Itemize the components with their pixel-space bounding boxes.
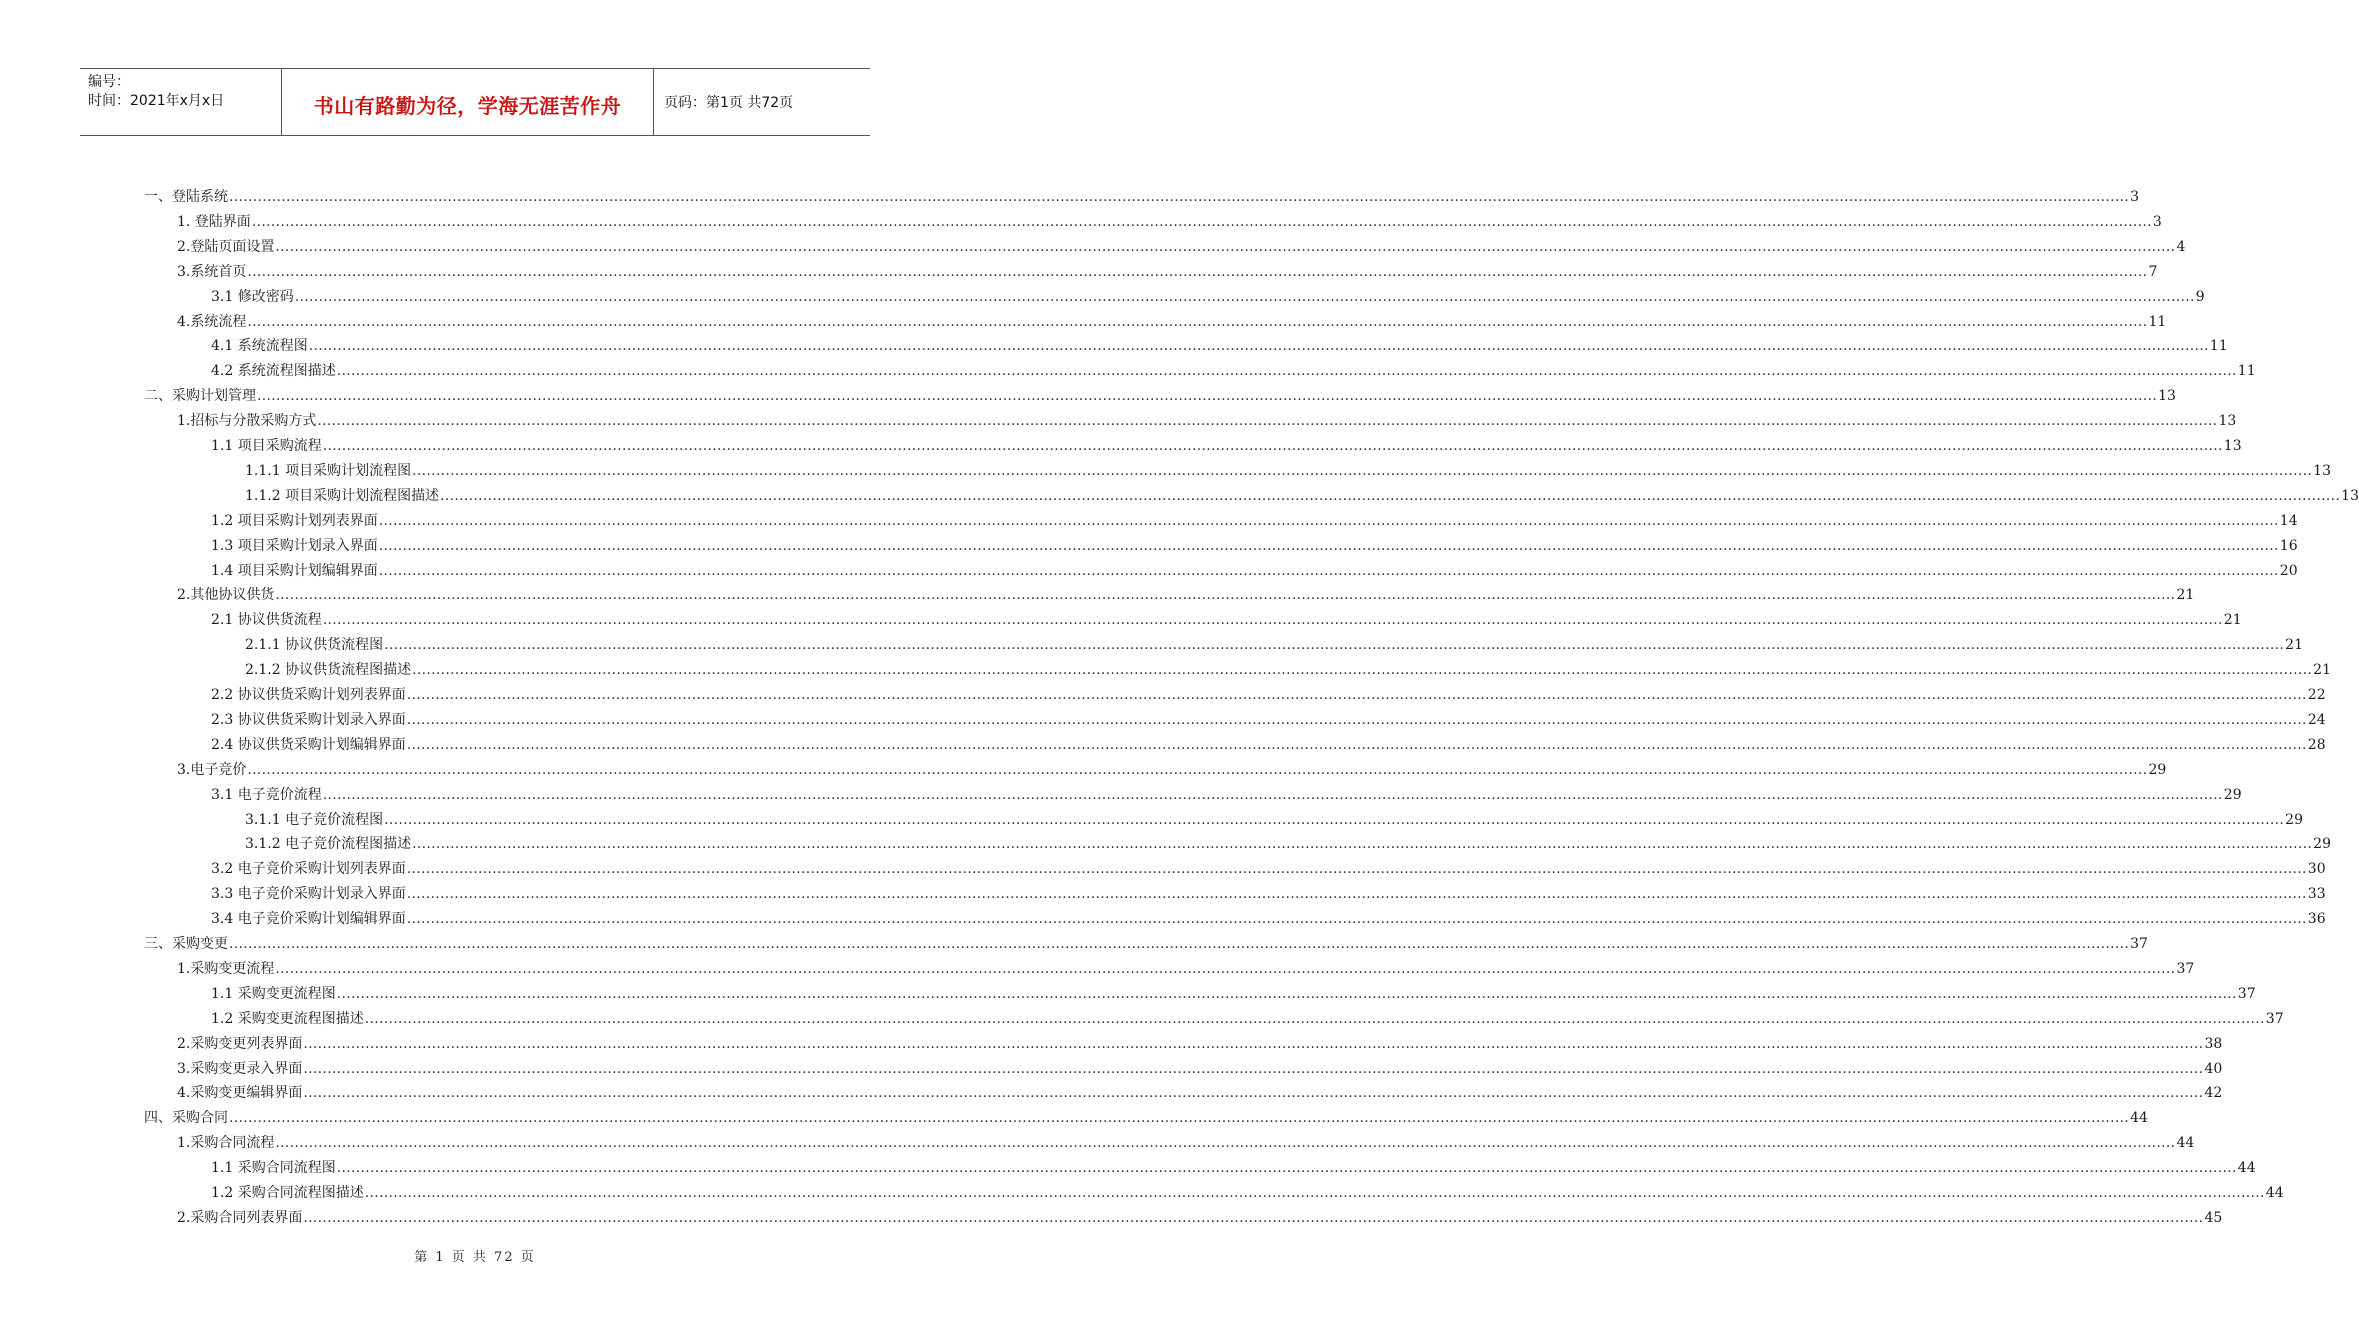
toc-dot-leader: ................................................................................................................................................................................................................................................................................................................................................................................................................ — [303, 1085, 2204, 1102]
toc-entry-label: 2.采购合同列表界面 — [177, 1209, 303, 1226]
toc-entry-label: 1.1.2 项目采购计划流程图描述 — [245, 487, 440, 504]
toc-dot-leader: ................................................................................................................................................................................................................................................................................................................................................................................................................ — [364, 1185, 2265, 1201]
toc-entry-label: 3.3 电子竞价采购计划录入界面 — [211, 886, 406, 903]
toc-entry[interactable] — [144, 1006, 2284, 1028]
toc-entry-label: 3.1.1 电子竞价流程图 — [245, 811, 384, 828]
toc-entry-label: 1.1.1 项目采购计划流程图 — [245, 462, 412, 479]
toc-entry-label: 1. 登陆界面 — [177, 213, 251, 230]
toc-entry[interactable] — [144, 956, 2195, 978]
toc-dot-leader: ................................................................................................................................................................................................................................................................................................................................................................................................................ — [303, 1209, 2204, 1226]
toc-entry-label: 4.采购变更编辑界面 — [177, 1085, 303, 1102]
toc-dot-leader: ................................................................................................................................................................................................................................................................................................................................................................................................................ — [406, 711, 2307, 728]
toc-entry[interactable] — [144, 856, 2326, 878]
toc-entry[interactable] — [144, 1205, 2223, 1227]
toc-entry[interactable] — [144, 807, 2303, 829]
toc-dot-leader: ................................................................................................................................................................................................................................................................................................................................................................................................................ — [303, 1035, 2204, 1052]
toc-entry-label: 1.采购合同流程 — [177, 1135, 275, 1152]
toc-entry[interactable] — [144, 1105, 2148, 1127]
toc-dot-leader: ................................................................................................................................................................................................................................................................................................................................................................................................................ — [294, 288, 2195, 305]
toc-dot-leader: ................................................................................................................................................................................................................................................................................................................................................................................................................ — [322, 786, 2223, 803]
toc-entry-page: 13 — [2158, 388, 2176, 405]
toc-entry-page: 11 — [2209, 338, 2228, 355]
toc-entry-label: 2.3 协议供货采购计划录入界面 — [211, 711, 406, 728]
toc-entry-label: 4.2 系统流程图描述 — [211, 363, 336, 380]
toc-entry[interactable] — [144, 1031, 2223, 1053]
toc-entry-label: 1.1 采购合同流程图 — [211, 1160, 336, 1177]
toc-entry-page: 14 — [2279, 512, 2298, 529]
toc-entry-page: 37 — [2237, 985, 2256, 1002]
toc-entry-label: 1.2 采购合同流程图描述 — [211, 1185, 364, 1201]
header-page-info: 页码：第1页 共72页 — [664, 95, 794, 111]
toc-entry-label: 三、采购变更 — [144, 936, 228, 952]
toc-entry[interactable] — [144, 184, 2139, 206]
toc-entry-label: 四、采购合同 — [144, 1110, 228, 1127]
toc-dot-leader: ................................................................................................................................................................................................................................................................................................................................................................................................................ — [406, 911, 2307, 928]
toc-entry-label: 3.1 电子竞价流程 — [211, 786, 322, 803]
toc-entry[interactable] — [144, 433, 2242, 455]
header-number-label: 编号： — [88, 74, 130, 90]
toc-entry-label: 2.2 协议供货采购计划列表界面 — [211, 687, 406, 703]
toc-entry-label: 2.1.1 协议供货流程图 — [245, 637, 384, 654]
header-time-label: 时间：2021年x月x日 — [88, 93, 225, 109]
toc-entry-label: 2.登陆页面设置 — [177, 238, 275, 255]
toc-dot-leader: ................................................................................................................................................................................................................................................................................................................................................................................................................ — [247, 313, 2148, 330]
page-footer: 第 1 页 共 72 页 — [414, 1250, 536, 1265]
page-header — [80, 68, 870, 136]
toc-entry-page: 7 — [2148, 263, 2158, 280]
toc-entry-label: 一、登陆系统 — [144, 189, 228, 205]
toc-entry-page: 11 — [2148, 313, 2167, 330]
toc-entry-label: 3.系统首页 — [177, 263, 247, 280]
toc-entry-label: 3.1.2 电子竞价流程图描述 — [245, 836, 412, 853]
toc-entry-label: 4.1 系统流程图 — [211, 338, 308, 355]
toc-entry[interactable] — [144, 259, 2158, 281]
toc-dot-leader: ................................................................................................................................................................................................................................................................................................................................................................................................................ — [275, 587, 2176, 604]
toc-entry[interactable] — [144, 358, 2256, 380]
toc-dot-leader: ................................................................................................................................................................................................................................................................................................................................................................................................................ — [251, 213, 2152, 230]
toc-entry[interactable] — [144, 1056, 2223, 1078]
toc-entry-page: 29 — [2285, 811, 2303, 828]
toc-entry[interactable] — [144, 408, 2237, 430]
toc-entry[interactable] — [144, 607, 2242, 629]
toc-entry-label: 3.1 修改密码 — [211, 288, 294, 305]
toc-dot-leader: ................................................................................................................................................................................................................................................................................................................................................................................................................ — [275, 1135, 2176, 1152]
toc-entry-label: 3.电子竞价 — [177, 761, 247, 778]
toc-entry-label: 4.系统流程 — [177, 313, 247, 330]
toc-entry-page: 13 — [2341, 487, 2359, 504]
toc-entry[interactable] — [144, 582, 2195, 604]
toc-entry-page: 37 — [2176, 960, 2195, 977]
toc-dot-leader: ................................................................................................................................................................................................................................................................................................................................................................................................................ — [275, 960, 2176, 977]
toc-dot-leader: ................................................................................................................................................................................................................................................................................................................................................................................................................ — [412, 836, 2313, 853]
toc-dot-leader: ................................................................................................................................................................................................................................................................................................................................................................................................................ — [322, 612, 2223, 629]
toc-entry-page: 37 — [2265, 1010, 2284, 1027]
toc-entry[interactable] — [144, 383, 2176, 405]
toc-entry[interactable] — [144, 1080, 2223, 1102]
toc-dot-leader: ................................................................................................................................................................................................................................................................................................................................................................................................................ — [229, 189, 2130, 205]
toc-entry-page: 21 — [2285, 637, 2303, 654]
toc-entry-label: 3.采购变更录入界面 — [177, 1060, 303, 1077]
toc-entry[interactable] — [144, 831, 2331, 853]
toc-entry-page: 40 — [2204, 1060, 2223, 1077]
toc-entry-label: 3.4 电子竞价采购计划编辑界面 — [211, 911, 406, 928]
toc-entry-page: 4 — [2176, 238, 2186, 255]
toc-dot-leader: ................................................................................................................................................................................................................................................................................................................................................................................................................ — [384, 637, 2285, 654]
header-slogan: 书山有路勤为径，学海无涯苦作舟 — [313, 94, 622, 118]
toc-entry-label: 2.1 协议供货流程 — [211, 612, 322, 629]
toc-entry-label: 二、采购计划管理 — [144, 388, 256, 405]
toc-entry[interactable] — [144, 483, 2359, 505]
toc-entry[interactable] — [144, 981, 2256, 1003]
toc-entry-page: 38 — [2204, 1035, 2223, 1052]
toc-entry-page: 20 — [2279, 562, 2298, 579]
toc-entry-page: 37 — [2130, 936, 2148, 952]
toc-dot-leader: ................................................................................................................................................................................................................................................................................................................................................................................................................ — [322, 438, 2223, 454]
toc-entry-page: 45 — [2204, 1209, 2223, 1226]
toc-entry[interactable] — [144, 632, 2303, 654]
toc-entry[interactable] — [144, 707, 2326, 729]
toc-dot-leader: ................................................................................................................................................................................................................................................................................................................................................................................................................ — [247, 263, 2148, 280]
toc-entry[interactable] — [144, 1130, 2195, 1152]
toc-entry-label: 2.4 协议供货采购计划编辑界面 — [211, 736, 406, 753]
toc-dot-leader: ................................................................................................................................................................................................................................................................................................................................................................................................................ — [317, 413, 2218, 430]
toc-entry-page: 13 — [2223, 438, 2242, 454]
toc-entry[interactable] — [144, 284, 2205, 306]
toc-entry-label: 3.2 电子竞价采购计划列表界面 — [211, 861, 406, 878]
toc-dot-leader: ................................................................................................................................................................................................................................................................................................................................................................................................................ — [303, 1060, 2204, 1077]
toc-entry[interactable] — [144, 782, 2242, 804]
toc-entry-label: 2.其他协议供货 — [177, 587, 275, 604]
toc-entry-page: 21 — [2313, 662, 2331, 679]
toc-entry-page: 24 — [2307, 711, 2326, 728]
toc-dot-leader: ................................................................................................................................................................................................................................................................................................................................................................................................................ — [336, 985, 2237, 1002]
toc-entry-page: 42 — [2204, 1085, 2223, 1102]
header-slogan-cell — [281, 69, 654, 135]
toc-dot-leader: ................................................................................................................................................................................................................................................................................................................................................................................................................ — [247, 761, 2148, 778]
toc-entry-label: 1.2 采购变更流程图描述 — [211, 1010, 364, 1027]
toc-dot-leader: ................................................................................................................................................................................................................................................................................................................................................................................................................ — [406, 861, 2307, 878]
toc-entry-page: 36 — [2307, 911, 2326, 928]
toc-dot-leader: ................................................................................................................................................................................................................................................................................................................................................................................................................ — [257, 388, 2158, 405]
toc-entry[interactable] — [144, 309, 2167, 331]
toc-entry[interactable] — [144, 682, 2326, 704]
toc-entry-page: 3 — [2130, 189, 2139, 205]
toc-dot-leader: ................................................................................................................................................................................................................................................................................................................................................................................................................ — [412, 462, 2313, 479]
toc-dot-leader: ................................................................................................................................................................................................................................................................................................................................................................................................................ — [364, 1010, 2265, 1027]
toc-dot-leader: ................................................................................................................................................................................................................................................................................................................................................................................................................ — [406, 736, 2307, 753]
toc-entry[interactable] — [144, 881, 2326, 903]
toc-entry[interactable] — [144, 458, 2331, 480]
toc-dot-leader: ................................................................................................................................................................................................................................................................................................................................................................................................................ — [336, 363, 2237, 380]
toc-dot-leader: ................................................................................................................................................................................................................................................................................................................................................................................................................ — [384, 811, 2285, 828]
toc-dot-leader: ................................................................................................................................................................................................................................................................................................................................................................................................................ — [440, 487, 2341, 504]
toc-dot-leader: ................................................................................................................................................................................................................................................................................................................................................................................................................ — [308, 338, 2209, 355]
toc-entry-page: 44 — [2130, 1110, 2148, 1127]
toc-dot-leader: ................................................................................................................................................................................................................................................................................................................................................................................................................ — [406, 687, 2307, 703]
toc-entry[interactable] — [144, 1180, 2284, 1202]
toc-entry-page: 29 — [2148, 761, 2167, 778]
toc-entry-page: 22 — [2307, 687, 2326, 703]
toc-entry-page: 16 — [2279, 537, 2298, 554]
toc-entry-page: 3 — [2152, 213, 2162, 230]
toc-entry-page: 21 — [2176, 587, 2195, 604]
toc-entry[interactable] — [144, 931, 2148, 953]
toc-entry-label: 1.招标与分散采购方式 — [177, 413, 317, 430]
toc-entry-page: 44 — [2265, 1185, 2284, 1201]
toc-entry[interactable] — [144, 333, 2228, 355]
toc-entry-label: 1.3 项目采购计划录入界面 — [211, 537, 378, 554]
toc-entry[interactable] — [144, 533, 2298, 555]
toc-entry[interactable] — [144, 508, 2298, 530]
toc-dot-leader: ................................................................................................................................................................................................................................................................................................................................................................................................................ — [275, 238, 2176, 255]
toc-entry[interactable] — [144, 558, 2298, 580]
toc-entry-page: 13 — [2218, 413, 2237, 430]
toc-entry[interactable] — [144, 657, 2331, 679]
toc-entry[interactable] — [144, 757, 2167, 779]
toc-entry-page: 30 — [2307, 861, 2326, 878]
toc-entry-page: 29 — [2223, 786, 2242, 803]
toc-entry-page: 33 — [2307, 886, 2326, 903]
toc-entry[interactable] — [144, 234, 2186, 256]
toc-dot-leader: ................................................................................................................................................................................................................................................................................................................................................................................................................ — [336, 1160, 2237, 1177]
toc-entry-page: 21 — [2223, 612, 2242, 629]
toc-entry-label: 2.1.2 协议供货流程图描述 — [245, 662, 412, 679]
toc-entry-page: 13 — [2313, 462, 2331, 479]
toc-entry-page: 28 — [2307, 736, 2326, 753]
toc-entry-label: 1.1 项目采购流程 — [211, 438, 322, 454]
toc-entry-label: 1.4 项目采购计划编辑界面 — [211, 562, 378, 579]
toc-dot-leader: ................................................................................................................................................................................................................................................................................................................................................................................................................ — [378, 537, 2279, 554]
toc-entry-label: 1.采购变更流程 — [177, 960, 275, 977]
toc-dot-leader: ................................................................................................................................................................................................................................................................................................................................................................................................................ — [412, 662, 2313, 679]
toc-entry[interactable] — [144, 906, 2326, 928]
toc-entry-label: 1.2 项目采购计划列表界面 — [211, 512, 378, 529]
toc-entry-label: 1.1 采购变更流程图 — [211, 985, 336, 1002]
toc-entry-page: 44 — [2176, 1135, 2195, 1152]
toc-entry[interactable] — [144, 1155, 2256, 1177]
toc-dot-leader: ................................................................................................................................................................................................................................................................................................................................................................................................................ — [378, 512, 2279, 529]
toc-entry-label: 2.采购变更列表界面 — [177, 1035, 303, 1052]
toc-dot-leader: ................................................................................................................................................................................................................................................................................................................................................................................................................ — [229, 1110, 2130, 1127]
toc-entry[interactable] — [144, 732, 2326, 754]
toc-entry[interactable] — [144, 209, 2162, 231]
toc-dot-leader: ................................................................................................................................................................................................................................................................................................................................................................................................................ — [378, 562, 2279, 579]
toc-dot-leader: ................................................................................................................................................................................................................................................................................................................................................................................................................ — [229, 936, 2130, 952]
toc-entry-page: 29 — [2313, 836, 2331, 853]
toc-entry-page: 9 — [2195, 288, 2205, 305]
toc-entry-page: 11 — [2237, 363, 2256, 380]
toc-entry-page: 44 — [2237, 1160, 2256, 1177]
header-meta — [80, 69, 281, 135]
toc-dot-leader: ................................................................................................................................................................................................................................................................................................................................................................................................................ — [406, 886, 2307, 903]
